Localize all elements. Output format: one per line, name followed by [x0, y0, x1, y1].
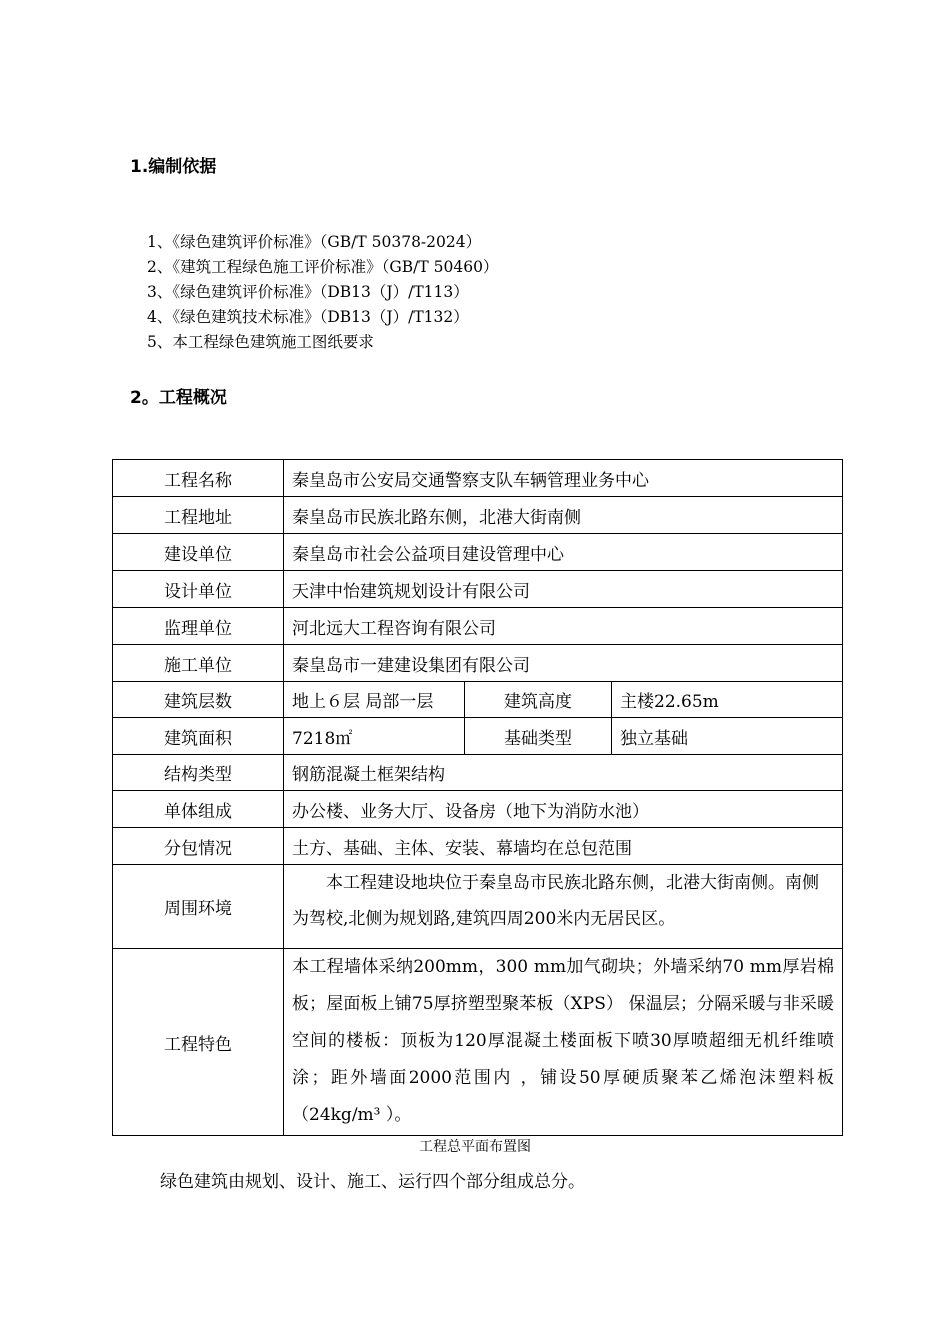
table-row: [113, 534, 843, 571]
subcontract-value: 土方、基础、主体、安装、幕墙均在总包范围: [284, 828, 843, 865]
area-label: 建筑面积: [113, 718, 284, 755]
heading-project-overview: 2。工程概况: [130, 388, 227, 408]
builder-label: 建设单位: [113, 534, 284, 571]
table-row: [113, 718, 843, 755]
area-value: 7218㎡: [284, 718, 465, 755]
units-label: 单体组成: [113, 791, 284, 828]
reference-list: [147, 230, 498, 355]
floors-label: 建筑层数: [113, 682, 284, 718]
features-value: 本工程墙体采纳200mm，300 mm加气砌块；外墙采纳70 mm厚岩棉板；屋面板上铺75厚挤塑型聚苯板（XPS） 保温层；分隔采暖与非采暖空间的楼板：顶板为120厚混凝土楼面板下喷30厚喷超细无机纤维喷涂；距外墙面2000范围内 ，铺设50厚硬质聚苯乙烯泡沫塑料板（24kg/m³ ）。: [284, 949, 843, 1136]
table-row: [113, 460, 843, 497]
floors-value: 地上６层 局部一层: [284, 682, 465, 718]
table-row: [113, 949, 843, 1136]
reference-item: 2、《建筑工程绿色施工评价标准》（GB/T 50460）: [147, 258, 499, 276]
structure-value: 钢筋混凝土框架结构: [284, 755, 843, 791]
height-value: 主楼22.65m: [612, 682, 843, 718]
project-name-value: 秦皇岛市公安局交通警察支队车辆管理业务中心: [284, 460, 843, 497]
structure-label: 结构类型: [113, 755, 284, 791]
table-row: [113, 497, 843, 534]
project-address-label: 工程地址: [113, 497, 284, 534]
reference-item: 5、本工程绿色建筑施工图纸要求: [147, 333, 374, 351]
project-name-label: 工程名称: [113, 460, 284, 497]
table-row: [113, 791, 843, 828]
heading-compilation-basis: 1.编制依据: [130, 157, 217, 177]
design-value: 天津中怡建筑规划设计有限公司: [284, 571, 843, 608]
reference-item: 3、《绿色建筑评价标准》（DB13（J）/T113）: [147, 283, 469, 301]
project-address-value: 秦皇岛市民族北路东侧，北港大街南侧: [284, 497, 843, 534]
construction-value: 秦皇岛市一建建设集团有限公司: [284, 645, 843, 682]
builder-value: 秦皇岛市社会公益项目建设管理中心: [284, 534, 843, 571]
table-row: [113, 755, 843, 791]
foundation-value: 独立基础: [612, 718, 843, 755]
design-label: 设计单位: [113, 571, 284, 608]
subcontract-label: 分包情况: [113, 828, 284, 865]
table-row: [113, 608, 843, 645]
environment-label: 周围环境: [113, 865, 284, 949]
supervision-label: 监理单位: [113, 608, 284, 645]
table-row: [113, 828, 843, 865]
reference-item: 4、《绿色建筑技术标准》（DB13（J）/T132）: [147, 308, 469, 326]
table-row: [113, 682, 843, 718]
units-value: 办公楼、业务大厅、设备房（地下为消防水池）: [284, 791, 843, 828]
table-row: [113, 645, 843, 682]
construction-label: 施工单位: [113, 645, 284, 682]
features-label: 工程特色: [113, 949, 284, 1136]
environment-value: 本工程建设地块位于秦皇岛市民族北路东侧，北港大街南侧。南侧为驾校,北侧为规划路,建筑四周200米内无居民区。: [284, 865, 843, 949]
table-row: [113, 865, 843, 949]
height-label: 建筑高度: [465, 682, 612, 718]
closing-paragraph: 绿色建筑由规划、设计、施工、运行四个部分组成总分。: [160, 1172, 585, 1192]
table-row: [113, 571, 843, 608]
reference-item: 1、《绿色建筑评价标准》（GB/T 50378-2024）: [147, 233, 482, 251]
foundation-label: 基础类型: [465, 718, 612, 755]
supervision-value: 河北远大工程咨询有限公司: [284, 608, 843, 645]
figure-caption: 工程总平面布置图: [419, 1139, 531, 1155]
project-info-table: [112, 459, 843, 1136]
